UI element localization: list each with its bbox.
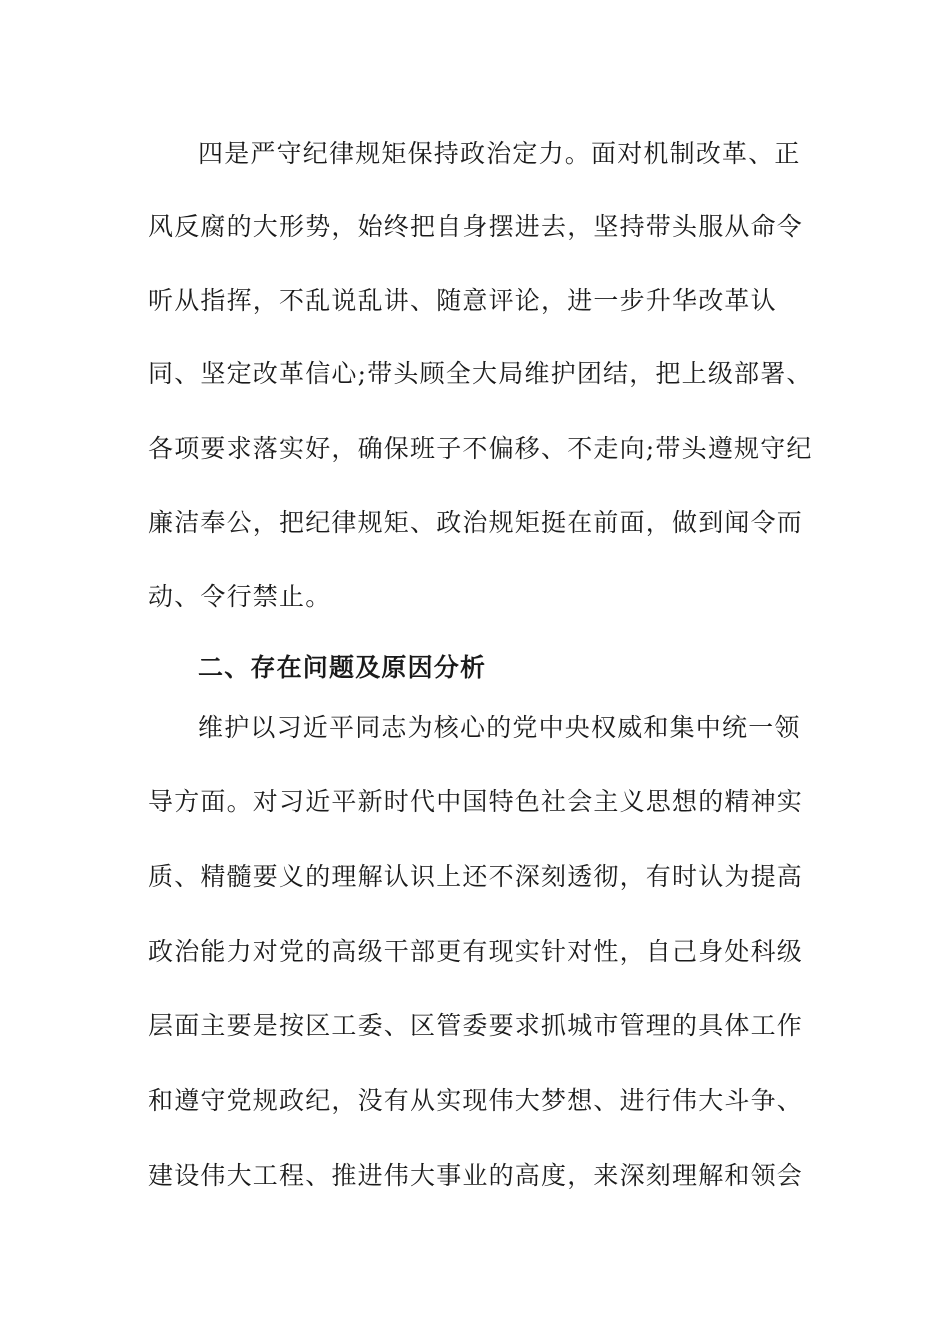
section-heading: 二、存在问题及原因分析 (198, 653, 487, 682)
paragraph-line: 动、令行禁止。 (148, 582, 332, 611)
paragraph-line: 和遵守党规政纪，没有从实现伟大梦想、进行伟大斗争、 (148, 1086, 804, 1115)
paragraph-line: 建设伟大工程、推进伟大事业的高度，来深刻理解和领会 (148, 1161, 804, 1190)
paragraph-line: 四是严守纪律规矩保持政治定力。面对机制改革、正 (198, 139, 801, 168)
paragraph-line: 各项要求落实好，确保班子不偏移、不走向;带头遵规守纪 (148, 434, 813, 463)
paragraph-line: 听从指挥，不乱说乱讲、随意评论，进一步升华改革认 (148, 286, 777, 315)
paragraph-line: 同、坚定改革信心;带头顾全大局维护团结，把上级部署、 (148, 359, 813, 388)
paragraph-line: 政治能力对党的高级干部更有现实针对性，自己身处科级 (148, 937, 804, 966)
paragraph-line: 层面主要是按区工委、区管委要求抓城市管理的具体工作 (148, 1011, 804, 1040)
paragraph-line: 维护以习近平同志为核心的党中央权威和集中统一领 (198, 713, 801, 742)
paragraph-line: 导方面。对习近平新时代中国特色社会主义思想的精神实 (148, 787, 804, 816)
paragraph-line: 廉洁奉公，把纪律规矩、政治规矩挺在前面，做到闻令而 (148, 508, 804, 537)
paragraph-line: 风反腐的大形势，始终把自身摆进去，坚持带头服从命令 (148, 212, 804, 241)
paragraph-line: 质、精髓要义的理解认识上还不深刻透彻，有时认为提高 (148, 862, 804, 891)
